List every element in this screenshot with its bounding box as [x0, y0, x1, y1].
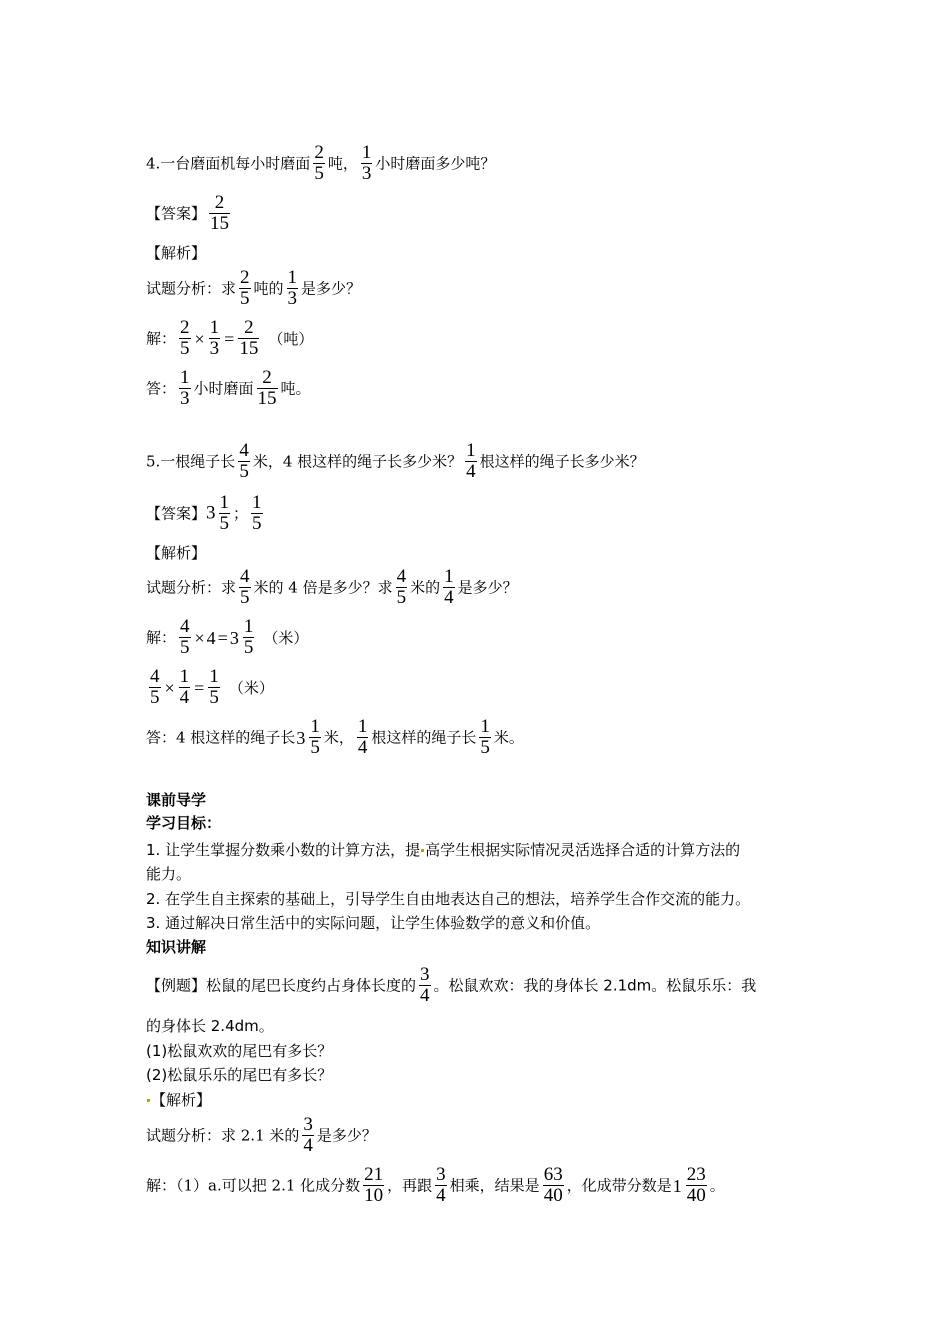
fraction-denominator: 3: [209, 338, 220, 359]
fraction-denominator: 3: [287, 288, 298, 309]
text-run: 根这样的绳子长多少米？: [479, 452, 645, 471]
fraction-numerator: 1: [361, 142, 372, 163]
fraction: [179, 667, 191, 708]
fraction: [465, 441, 477, 482]
goal-3: 3. 通过解决日常生活中的实际问题，让学生体验数学的意义和价值。: [146, 914, 601, 932]
stray-mark-icon: [147, 1099, 150, 1102]
math-symbol: =: [194, 677, 205, 698]
fraction-denominator: 15: [239, 338, 259, 359]
example-q2: (2)松鼠乐乐的尾巴有多长？: [146, 1066, 333, 1084]
fraction: [287, 268, 299, 309]
fraction-numerator: 1: [179, 666, 190, 687]
text-run: 吨的: [253, 279, 284, 298]
fraction-numerator: 3: [420, 964, 430, 985]
text-run: 解：: [146, 329, 177, 348]
fraction-denominator: 5: [150, 687, 160, 708]
text-run: 5.一根绳子长: [146, 452, 236, 471]
fraction-denominator: 5: [243, 637, 254, 658]
fraction-numerator: 2: [257, 368, 278, 389]
text-run: 。松鼠欢欢：我的身体长 2.1dm。松鼠乐乐：我: [433, 976, 757, 995]
math-symbol: 3: [229, 627, 239, 648]
fraction: [543, 1165, 564, 1206]
fraction-denominator: 3: [180, 388, 190, 409]
fraction: [309, 717, 321, 758]
text-run: 【例题】松鼠的尾巴长度约占身体长度的: [146, 976, 417, 995]
q5-analysis: [146, 567, 518, 608]
fraction-denominator: 4: [357, 737, 368, 758]
fraction: [243, 617, 255, 658]
q4-question: [146, 143, 495, 184]
fraction: [257, 368, 278, 409]
fraction-numerator: 4: [240, 566, 250, 587]
q4-solution: [146, 318, 313, 359]
text-run: 根这样的绳子长: [371, 728, 477, 747]
fraction-numerator: 63: [543, 1164, 563, 1185]
fraction-denominator: 5: [396, 587, 407, 608]
fraction-denominator: 3: [361, 163, 372, 184]
fraction-numerator: 1: [466, 440, 476, 461]
fraction: [251, 493, 263, 534]
stray-mark-icon: [421, 849, 424, 852]
fraction-denominator: 4: [444, 587, 454, 608]
text-run: （吨）: [268, 329, 314, 348]
text-run: （米）: [228, 678, 274, 697]
fraction: [239, 567, 251, 608]
fraction-numerator: 2: [238, 318, 259, 339]
fraction: [435, 1165, 447, 1206]
goal-1-cont: 能力。: [146, 865, 192, 883]
goal-2: 2. 在学生自主探索的基础上，引导学生自由地表达自己的想法，培养学生合作交流的能力。: [146, 890, 751, 908]
text-run: ，再跟: [387, 1176, 433, 1195]
fraction-numerator: 2: [314, 142, 324, 163]
fraction-numerator: 1: [209, 666, 219, 687]
fraction-denominator: 5: [480, 737, 490, 758]
fraction: [239, 268, 251, 309]
q4-analysis: [146, 268, 361, 309]
q4-prefix: 4.一台磨面机每小时磨面: [146, 154, 311, 173]
fraction-denominator: 4: [303, 1135, 313, 1156]
fraction-numerator: 4: [239, 440, 249, 461]
goal-1: 1. 让学生掌握分数乘小数的计算方法，提 高学生根据实际情况灵活选择合适的计算方法的: [146, 841, 741, 859]
q5-answer: [146, 493, 266, 534]
text-run: 是多少？: [316, 1126, 377, 1145]
q4-answer: [146, 193, 233, 234]
fraction-denominator: 4: [466, 461, 476, 482]
fraction-numerator: 1: [209, 317, 220, 338]
fraction-numerator: 1: [243, 616, 254, 637]
fraction-denominator: 5: [239, 461, 249, 482]
q5-solution-2: [146, 667, 274, 708]
fraction-denominator: 40: [543, 1185, 563, 1206]
fraction-numerator: 1: [219, 492, 230, 513]
fraction-numerator: 1: [310, 716, 320, 737]
q4-final-answer: [146, 368, 311, 409]
fraction-numerator: 1: [444, 566, 454, 587]
fraction-denominator: 15: [257, 388, 277, 409]
math-symbol: ×: [194, 627, 205, 648]
fraction: [443, 567, 455, 608]
fraction-denominator: 5: [240, 288, 250, 309]
fraction: [209, 318, 221, 359]
fraction-numerator: 1: [357, 716, 368, 737]
q4-analysis-label: 【解析】: [146, 244, 207, 262]
fraction-numerator: 2: [209, 193, 230, 214]
text-run: 米，: [323, 728, 354, 747]
fraction-numerator: 4: [396, 566, 407, 587]
text-run: 小时磨面多少吨？: [375, 154, 496, 173]
q5-analysis-label: 【解析】: [146, 544, 207, 562]
fraction: [363, 1165, 384, 1206]
fraction-numerator: 1: [252, 492, 262, 513]
text-run: 【答案】: [146, 204, 207, 223]
fraction-numerator: 4: [180, 616, 190, 637]
fraction: [219, 493, 231, 534]
example-q1: (1)松鼠欢欢的尾巴有多长？: [146, 1042, 333, 1060]
fraction: [361, 143, 373, 184]
text-run: 【答案】: [146, 504, 207, 523]
text-run: 是多少？: [301, 279, 362, 298]
fraction-denominator: 15: [210, 213, 230, 234]
math-symbol: ×: [164, 677, 175, 698]
math-symbol: ×: [194, 328, 205, 349]
fraction-numerator: 23: [686, 1164, 706, 1185]
fraction-denominator: 4: [179, 687, 190, 708]
fraction: [179, 617, 191, 658]
section-title-guide: 课前导学: [146, 791, 207, 809]
text-run: （米）: [263, 628, 309, 647]
math-symbol: 3: [296, 727, 306, 748]
math-symbol: =: [224, 328, 235, 349]
fraction-denominator: 5: [252, 513, 262, 534]
fraction: [179, 368, 191, 409]
fraction-denominator: 4: [420, 985, 430, 1006]
fraction-numerator: 2: [180, 317, 190, 338]
fraction: [208, 667, 220, 708]
text-run: 解：: [146, 628, 177, 647]
q5-question: [146, 441, 645, 482]
fraction: [479, 717, 491, 758]
text-run: 小时磨面: [193, 379, 254, 398]
text-run: 试题分析：求 2.1 米的: [146, 1126, 300, 1145]
text-run: 米。: [493, 728, 524, 747]
fraction: [313, 143, 325, 184]
math-symbol: =: [217, 627, 228, 648]
text-run: 米，4 根这样的绳子长多少米？: [252, 452, 463, 471]
fraction-numerator: 4: [150, 666, 160, 687]
text-run: 吨，: [327, 154, 358, 173]
q5-solution-1: [146, 617, 308, 658]
fraction: [357, 717, 369, 758]
fraction: [149, 667, 161, 708]
fraction-numerator: 1: [287, 267, 298, 288]
math-symbol: 1: [672, 1175, 682, 1196]
fraction-denominator: 10: [364, 1185, 384, 1206]
fraction: [179, 318, 191, 359]
text-run: 是多少？: [457, 578, 518, 597]
fraction: [238, 318, 259, 359]
example-solution: [146, 1165, 725, 1206]
fraction-numerator: 1: [480, 716, 490, 737]
text-run: 米的: [410, 578, 441, 597]
fraction: [209, 193, 230, 234]
text-run: 相乘，结果是: [449, 1176, 540, 1195]
fraction-denominator: 5: [310, 737, 320, 758]
text-run: 试题分析：求: [146, 578, 237, 597]
text-run: 解：（1）a.可以把 2.1 化成分数: [146, 1176, 361, 1195]
text-run: 吨。: [280, 379, 311, 398]
fraction: [419, 965, 431, 1006]
text-run: 3: [206, 502, 216, 524]
fraction-numerator: 3: [436, 1164, 446, 1185]
fraction-denominator: 5: [240, 587, 250, 608]
text-run: 。: [709, 1176, 725, 1195]
text-run: 答：: [146, 379, 177, 398]
fraction-denominator: 40: [686, 1185, 706, 1206]
text-run: ；: [233, 504, 249, 523]
example-analysis-label: 【解析】: [146, 1090, 211, 1110]
fraction-denominator: 5: [180, 338, 190, 359]
text-run: ，化成带分数是: [566, 1176, 672, 1195]
fraction: [396, 567, 408, 608]
text-run: 米的 4 倍是多少？求: [253, 578, 393, 597]
fraction-denominator: 5: [209, 687, 219, 708]
fraction-numerator: 21: [364, 1164, 384, 1185]
q5-final-answer: [146, 717, 524, 758]
fraction-denominator: 5: [314, 163, 324, 184]
fraction-numerator: 3: [303, 1114, 313, 1135]
text-run: 试题分析：求: [146, 279, 237, 298]
text-run: 答：4 根这样的绳子长: [146, 728, 296, 747]
fraction: [302, 1115, 314, 1156]
example-line-2: 的身体长 2.4dm。: [146, 1017, 274, 1035]
fraction-numerator: 2: [240, 267, 250, 288]
fraction: [238, 441, 250, 482]
math-symbol: 4: [206, 627, 216, 648]
fraction-denominator: 5: [180, 637, 190, 658]
fraction-numerator: 1: [180, 367, 190, 388]
section-title-goals: 学习目标：: [146, 814, 222, 832]
section-title-knowledge: 知识讲解: [146, 938, 207, 956]
example-analysis: [146, 1115, 377, 1156]
fraction-denominator: 5: [219, 513, 230, 534]
fraction-denominator: 4: [436, 1185, 446, 1206]
example-line-1: [146, 965, 756, 1006]
fraction: [686, 1165, 707, 1206]
